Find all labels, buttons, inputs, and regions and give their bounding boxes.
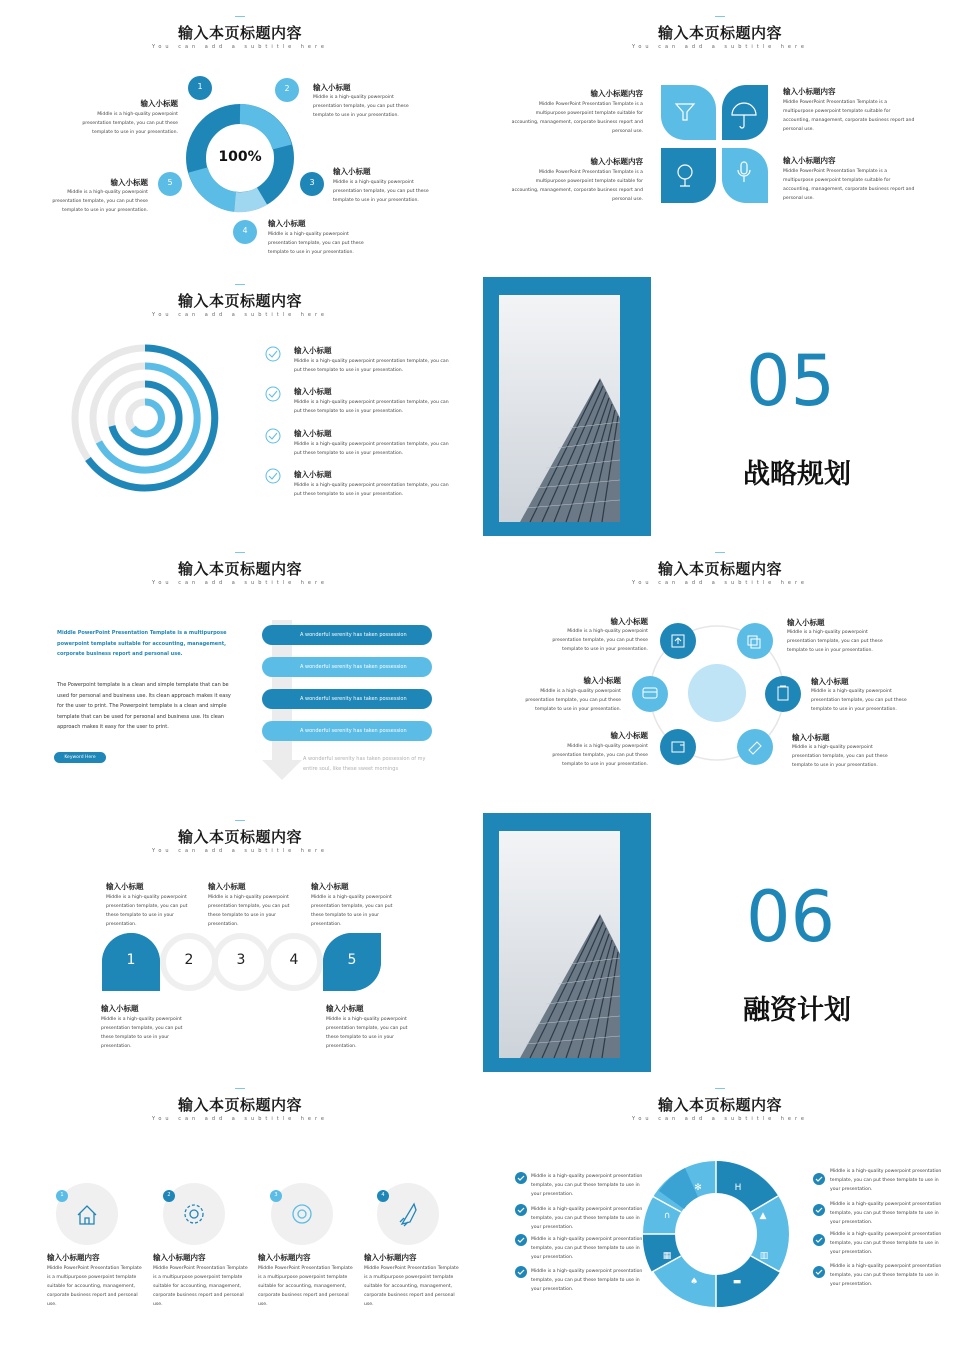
slide-cycle-icons bbox=[480, 536, 960, 804]
item-text: Middle is a high-quality powerpoint presentation template, you can put these template to use in your presentation. bbox=[294, 359, 449, 373]
snowflake-icon bbox=[692, 1180, 704, 1192]
step-number: 5 bbox=[347, 952, 357, 968]
ring-center-value: 100% bbox=[218, 149, 262, 165]
item-heading: 输入小标题 bbox=[583, 676, 621, 685]
item-heading: 输入小标题 bbox=[101, 1004, 139, 1013]
item-text: Middle PowerPoint Presentation Template is a multipurpose powerpoint template suitable for accounting, management, corporate business report and personal use. bbox=[511, 170, 643, 202]
item-heading: 输入小标题 bbox=[140, 99, 178, 108]
item-heading: 输入小标题 bbox=[610, 731, 648, 740]
item-text: Middle PowerPoint Presentation Template is a multipurpose powerpoint template suitable for accounting, management, corporate business report and personal use. bbox=[511, 102, 643, 134]
check-icon bbox=[813, 1266, 825, 1278]
svg-text:∩: ∩ bbox=[663, 1211, 671, 1221]
page-title: 输入本页标题内容 bbox=[177, 1096, 302, 1114]
item-heading: 输入小标题 bbox=[313, 83, 351, 92]
item-text: Middle PowerPoint Presentation Template is a multipurpose powerpoint template suitable for accounting, management, corporate business report and personal use. bbox=[783, 100, 915, 132]
rocket-icon bbox=[398, 1203, 418, 1227]
item-text: Middle is a high-quality powerpoint presentation template, you can put these template to use in your presentation. bbox=[830, 1169, 942, 1192]
item-heading: 输入小标题 bbox=[268, 219, 306, 228]
page-title: 输入本页标题内容 bbox=[657, 24, 782, 42]
section-number: 06 bbox=[746, 876, 836, 958]
hospital-icon bbox=[732, 1180, 744, 1192]
slide-step-chain bbox=[0, 804, 480, 1072]
step-number: 4 bbox=[289, 952, 299, 968]
item-heading: 输入小标题 bbox=[208, 882, 246, 891]
page-subtitle: You can add a subtitle here bbox=[631, 580, 808, 586]
check-icon bbox=[515, 1204, 527, 1216]
lead-text: Middle PowerPoint Presentation Template is a multipurpose powerpoint template suitable for accounting, management, corporate business report and personal use. bbox=[57, 630, 227, 657]
bar: A wonderful serenity has taken possession bbox=[262, 625, 432, 645]
funnel-icon bbox=[674, 100, 696, 124]
pin-number: 4 bbox=[242, 226, 248, 235]
section-number: 05 bbox=[746, 340, 836, 422]
svg-text:✻: ✻ bbox=[694, 1183, 702, 1193]
burger-icon bbox=[731, 1275, 743, 1287]
item-text: Middle is a high-quality powerpoint presentation template, you can put these template to use in your presentation. bbox=[531, 1237, 643, 1260]
page-subtitle: You can add a subtitle here bbox=[151, 1116, 328, 1122]
slide-section-06 bbox=[480, 804, 960, 1072]
item-text: Middle is a high-quality powerpoint presentation template, you can put these template to use in your presentation. bbox=[531, 1174, 643, 1197]
page-title: 输入本页标题内容 bbox=[657, 1096, 782, 1114]
item-text: Middle is a high-quality powerpoint presentation template, you can put these template to use in your presentation. bbox=[792, 745, 888, 768]
slide-arc-checklist bbox=[0, 268, 480, 536]
section-heading: 战略规划 bbox=[743, 459, 851, 490]
step-badge: 2 bbox=[167, 1192, 171, 1198]
item-text: Middle is a high-quality powerpoint presentation template, you can put these template to use in your presentation. bbox=[787, 630, 883, 653]
page-subtitle: You can add a subtitle here bbox=[151, 848, 328, 854]
item-heading: 输入小标题 bbox=[106, 882, 144, 891]
slide-icon-circles bbox=[0, 1072, 480, 1340]
body-text: The Powerpoint template is a clean and simple template that can be used for personal and business use. Its clean approach makes it easy for the user to print. The Powerpoint template is a clean and simple template that can be used for personal and business use. Its clean approach makes it easy for the user to print. bbox=[57, 682, 231, 730]
slide-ring-chart bbox=[0, 0, 480, 268]
page-title: 输入本页标题内容 bbox=[177, 828, 302, 846]
page-subtitle: You can add a subtitle here bbox=[151, 312, 328, 318]
microphone-icon bbox=[736, 160, 752, 184]
page-subtitle: You can add a subtitle here bbox=[631, 44, 808, 50]
item-heading: 输入小标题内容 bbox=[783, 156, 836, 165]
clipboard-icon bbox=[775, 686, 791, 702]
page-title: 输入本页标题内容 bbox=[177, 292, 302, 310]
svg-text:▦: ▦ bbox=[662, 1251, 672, 1261]
magnet-icon bbox=[661, 1209, 673, 1221]
check-icon bbox=[515, 1234, 527, 1246]
item-heading: 输入小标题 bbox=[294, 387, 332, 396]
item-heading: 输入小标题 bbox=[294, 470, 332, 479]
step-badge: 1 bbox=[60, 1192, 64, 1198]
slide-petal-icons bbox=[480, 0, 960, 268]
item-heading: 输入小标题 bbox=[333, 167, 371, 176]
item-text: Middle is a high-quality powerpoint presentation template, you can put these template to use in your presentation. bbox=[552, 629, 648, 652]
item-text: Middle is a high-quality powerpoint presentation template, you can put these template to use in your presentation. bbox=[326, 1017, 408, 1049]
bar: A wonderful serenity has taken possession bbox=[262, 689, 432, 709]
item-text: Middle is a high-quality powerpoint presentation template, you can put these template to use in your presentation. bbox=[294, 442, 449, 456]
wallet-icon bbox=[670, 739, 686, 755]
item-text: Middle is a high-quality powerpoint presentation template, you can put these template to use in your presentation. bbox=[531, 1269, 643, 1292]
step-badge: 3 bbox=[274, 1192, 278, 1198]
check-icon bbox=[515, 1172, 527, 1184]
item-text: Middle is a high-quality powerpoint presentation template, you can put these template to use in your presentation. bbox=[830, 1264, 942, 1287]
step-number: 3 bbox=[236, 952, 246, 968]
bar: A wonderful serenity has taken possession bbox=[262, 657, 432, 677]
slide-section-05 bbox=[480, 268, 960, 536]
step-number: 1 bbox=[126, 952, 136, 968]
building-photo bbox=[480, 268, 960, 536]
item-heading: 输入小标题 bbox=[811, 677, 849, 686]
page-subtitle: You can add a subtitle here bbox=[631, 1116, 808, 1122]
item-text: Middle is a high-quality powerpoint presentation template, you can put these template to use in your presentation. bbox=[208, 895, 290, 927]
item-heading: 输入小标题 bbox=[610, 617, 648, 626]
check-icon bbox=[813, 1204, 825, 1216]
pin-number: 5 bbox=[167, 178, 173, 187]
item-heading: 输入小标题内容 bbox=[590, 157, 643, 166]
pin-number: 1 bbox=[197, 82, 203, 91]
lifebuoy-icon bbox=[292, 1204, 312, 1224]
item-text: Middle is a high-quality powerpoint presentation template, you can put these template to use in your presentation. bbox=[525, 689, 621, 712]
gear-icon bbox=[184, 1204, 204, 1224]
step-badge: 4 bbox=[381, 1192, 385, 1198]
pin-number: 3 bbox=[309, 178, 315, 187]
bar: A wonderful serenity has taken possession bbox=[262, 721, 432, 741]
database-icon bbox=[758, 1249, 770, 1261]
item-text: Middle is a high-quality powerpoint presentation template, you can put these template to use in your presentation. bbox=[811, 689, 907, 712]
item-text: Middle PowerPoint Presentation Template is a multipurpose powerpoint template suitable for accounting, management, corporate business report and personal use. bbox=[258, 1266, 353, 1307]
footnote: A wonderful serenity has taken possession of my entire soul, like these sweet mornings bbox=[303, 756, 426, 772]
umbrella-icon bbox=[730, 100, 758, 128]
check-icon bbox=[515, 1266, 527, 1278]
page-title: 输入本页标题内容 bbox=[657, 560, 782, 578]
item-text: Middle PowerPoint Presentation Template is a multipurpose powerpoint template suitable for accounting, management, corporate business report and personal use. bbox=[153, 1266, 248, 1307]
item-heading: 输入小标题内容 bbox=[47, 1253, 100, 1262]
check-icon bbox=[813, 1234, 825, 1246]
item-text: Middle is a high-quality powerpoint presentation template, you can put these template to use in your presentation. bbox=[311, 895, 393, 927]
page-subtitle: You can add a subtitle here bbox=[151, 44, 328, 50]
store-icon bbox=[642, 686, 658, 702]
check-icon bbox=[266, 469, 280, 483]
item-heading: 输入小标题内容 bbox=[153, 1253, 206, 1262]
page-title: 输入本页标题内容 bbox=[177, 24, 302, 42]
item-text: Middle is a high-quality powerpoint presentation template, you can put these template to use in your presentation. bbox=[101, 1017, 183, 1049]
item-heading: 输入小标题内容 bbox=[364, 1253, 417, 1262]
item-heading: 输入小标题内容 bbox=[590, 89, 643, 98]
item-text: Middle PowerPoint Presentation Template is a multipurpose powerpoint template suitable for accounting, management, corporate business report and personal use. bbox=[47, 1266, 142, 1307]
item-text: Middle PowerPoint Presentation Template is a multipurpose powerpoint template suitable for accounting, management, corporate business report and personal use. bbox=[364, 1266, 459, 1307]
section-heading: 融资计划 bbox=[743, 995, 851, 1026]
slide-puzzle-ring bbox=[480, 1072, 960, 1340]
slide-arrow-bars bbox=[0, 536, 480, 804]
globe-icon bbox=[676, 164, 696, 188]
page-subtitle: You can add a subtitle here bbox=[151, 580, 328, 586]
item-heading: 输入小标题 bbox=[311, 882, 349, 891]
item-heading: 输入小标题 bbox=[294, 429, 332, 438]
cone-icon bbox=[757, 1209, 769, 1221]
item-heading: 输入小标题 bbox=[294, 346, 332, 355]
svg-text:▥: ▥ bbox=[759, 1251, 769, 1261]
item-heading: 输入小标题 bbox=[792, 733, 830, 742]
item-heading: 输入小标题 bbox=[326, 1004, 364, 1013]
item-text: Middle is a high-quality powerpoint presentation template, you can put these template to use in your presentation. bbox=[552, 744, 648, 767]
item-heading: 输入小标题 bbox=[787, 618, 825, 627]
page-title: 输入本页标题内容 bbox=[177, 560, 302, 578]
flame-icon bbox=[688, 1275, 700, 1287]
item-text: Middle is a high-quality powerpoint presentation template, you can put these template to use in your presentation. bbox=[52, 190, 148, 213]
check-icon bbox=[266, 387, 280, 401]
download-icon bbox=[670, 633, 686, 649]
item-text: Middle is a high-quality powerpoint presentation template, you can put these template to use in your presentation. bbox=[294, 400, 449, 414]
home-icon bbox=[77, 1204, 97, 1226]
item-text: Middle is a high-quality powerpoint presentation template, you can put these template to use in your presentation. bbox=[333, 180, 429, 203]
item-heading: 输入小标题 bbox=[110, 178, 148, 187]
item-text: Middle is a high-quality powerpoint presentation template, you can put these template to use in your presentation. bbox=[830, 1232, 942, 1255]
check-icon bbox=[266, 429, 280, 443]
svg-text:♠: ♠ bbox=[689, 1277, 699, 1287]
svg-text:H: H bbox=[734, 1183, 742, 1193]
item-text: Middle is a high-quality powerpoint presentation template, you can put these template to use in your presentation. bbox=[268, 232, 364, 255]
check-icon bbox=[266, 347, 280, 361]
item-text: Middle PowerPoint Presentation Template is a multipurpose powerpoint template suitable for accounting, management, corporate business report and personal use. bbox=[783, 169, 915, 201]
item-text: Middle is a high-quality powerpoint presentation template, you can put these template to use in your presentation. bbox=[106, 895, 188, 927]
tag-icon bbox=[747, 739, 763, 755]
step-number: 2 bbox=[184, 952, 194, 968]
building-photo bbox=[480, 804, 960, 1072]
keyword-button[interactable]: Keyword Here bbox=[54, 752, 106, 763]
item-text: Middle is a high-quality powerpoint presentation template, you can put these template to use in your presentation. bbox=[531, 1207, 643, 1230]
item-heading: 输入小标题内容 bbox=[258, 1253, 311, 1262]
item-text: Middle is a high-quality powerpoint presentation template, you can put these template to use in your presentation. bbox=[82, 112, 178, 135]
copy-icon bbox=[747, 633, 763, 649]
gift-icon bbox=[661, 1249, 673, 1261]
check-icon bbox=[813, 1173, 825, 1185]
item-text: Middle is a high-quality powerpoint presentation template, you can put these template to use in your presentation. bbox=[294, 483, 449, 497]
item-text: Middle is a high-quality powerpoint presentation template, you can put these template to use in your presentation. bbox=[313, 95, 409, 118]
svg-text:▲: ▲ bbox=[759, 1211, 767, 1221]
pin-number: 2 bbox=[284, 84, 290, 93]
svg-text:▬: ▬ bbox=[732, 1277, 742, 1287]
item-text: Middle is a high-quality powerpoint presentation template, you can put these template to use in your presentation. bbox=[830, 1202, 942, 1225]
item-heading: 输入小标题内容 bbox=[783, 87, 836, 96]
